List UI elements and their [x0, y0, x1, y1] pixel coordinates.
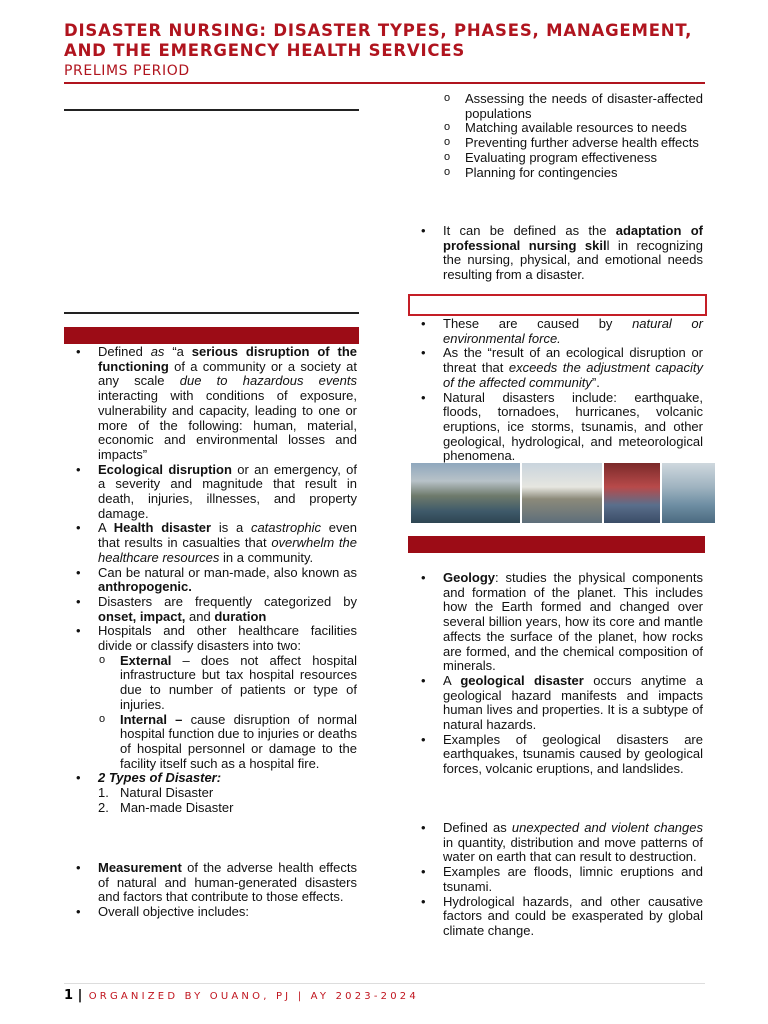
objectives-list	[443, 92, 703, 180]
list-item: • Overall objective includes:	[64, 905, 357, 920]
list-item: • Ecological disruption or an emergency, of a severity and magnitude that result in death, injuries, illnesses, and property damage.	[64, 463, 357, 522]
natural-disasters-section	[409, 317, 703, 464]
list-item: • Defined as “a serious disruption of the functioning of a community or a society at any scale due to hazardous events interacting with conditions of exposure, vulnerability and capacity, leading to one or more of the following: human, material, economic and environmental losses and impacts”	[64, 345, 357, 463]
sub-list-item: o External – does not affect hospital infrastructure but tax hospital resources due to number of patients or type of injuries.	[98, 654, 357, 713]
page-number: 1 |	[64, 988, 83, 1003]
list-item: • Can be natural or man-made, also known as anthropogenic.	[64, 566, 357, 595]
list-item: • Disasters are frequently categorized by onset, impact, and duration	[64, 595, 357, 624]
numbered-item: 1. Natural Disaster	[98, 785, 214, 801]
document-title: DISASTER NURSING: DISASTER TYPES, PHASES, MANAGEMENT, AND THE EMERGENCY HEALTH SERVICES	[64, 21, 693, 60]
page-footer	[64, 988, 419, 1003]
list-item: • 2 Types of Disaster: 1. Natural Disaster 2. Man-made Disaster	[64, 771, 357, 815]
document-subtitle: PRELIMS PERIOD	[64, 63, 190, 79]
hydrological-section	[409, 821, 703, 939]
list-item: • As the “result of an ecological disruption or threat that exceeds the adjustment capacity of the affected community”.	[409, 346, 703, 390]
footer-divider	[64, 983, 705, 984]
nursing-definition	[409, 224, 703, 283]
list-item: • Examples are floods, limnic eruptions and tsunami.	[409, 865, 703, 894]
header-divider	[64, 82, 705, 84]
left-column-measurement	[64, 861, 357, 920]
section-heading-bar	[64, 327, 359, 344]
numbered-item: 2. Man-made Disaster	[98, 799, 234, 815]
sub-list-item: o Internal – cause disruption of normal hospital function due to injuries or deaths of hospital personnel or damage to the facility itself such as a hospital fire.	[98, 713, 357, 772]
flooded-street-photo	[522, 463, 601, 523]
list-item: • Measurement of the adverse health effects of natural and human-generated disasters and factors that contribute to those effects.	[64, 861, 357, 905]
list-item: • Hydrological hazards, and other causative factors and could be exasperated by global climate change.	[409, 895, 703, 939]
rescue-boat-photo	[604, 463, 661, 523]
sub-list-item: o Assessing the needs of disaster-affected populations	[443, 92, 703, 121]
flooded-hospital-photo	[662, 463, 715, 523]
sub-list-item: o Preventing further adverse health effects	[443, 136, 703, 151]
list-item: • A Health disaster is a catastrophic even that results in casualties that overwhelm the healthcare resources in a community.	[64, 521, 357, 565]
geological-section	[409, 571, 703, 777]
footer-text: ORGANIZED BY OUANO, PJ | AY 2023-2024	[88, 991, 419, 1002]
list-item: • Natural disasters include: earthquake, floods, tornadoes, hurricanes, volcanic eruptions, ice storms, tsunamis, and other geological, hydrological, and meteorological phenomena.	[409, 391, 703, 465]
section-heading-bar	[408, 536, 705, 553]
list-item: • Geology: studies the physical components and formation of the planet. This includes how the Earth formed and changed over several billion years, how its core and mantle affects the surface of the planet, how rocks are formed, and the chemical composition of minerals.	[409, 571, 703, 674]
sub-list-item: o Planning for contingencies	[443, 166, 703, 181]
list-item: • It can be defined as the adaptation of professional nursing skill in recognizing the nursing, physical, and emotional needs resulting from a disaster.	[409, 224, 703, 283]
list-item: • These are caused by natural or environmental force.	[409, 317, 703, 346]
sub-list-item: o Matching available resources to needs	[443, 121, 703, 136]
list-item: • Examples of geological disasters are earthquakes, tsunamis caused by geological forces, volcanic eruptions, and landslides.	[409, 733, 703, 777]
section-heading-box	[408, 294, 707, 316]
sub-list-item: o Evaluating program effectiveness	[443, 151, 703, 166]
list-item: • Hospitals and other healthcare facilities divide or classify disasters into two: o External – does not affect hospital infrastructure but tax hospital resources due to number of patients or type of injuries. o Internal – cause disruption of normal hospital function due to injuries or deaths of hospital personnel or damage to the facility itself such as a hospital fire.	[64, 624, 357, 771]
list-item: • Defined as unexpected and violent changes in quantity, distribution and move patterns of water on earth that can result to destruction.	[409, 821, 703, 865]
list-item: • A geological disaster occurs anytime a geological hazard manifests and impacts human lives and properties. It is a subtype of natural hazards.	[409, 674, 703, 733]
disaster-photo-strip	[411, 463, 715, 523]
section-divider-bottom	[64, 312, 359, 314]
section-divider-top	[64, 109, 359, 111]
left-column-definitions	[64, 345, 357, 816]
flood-photo	[411, 463, 520, 523]
